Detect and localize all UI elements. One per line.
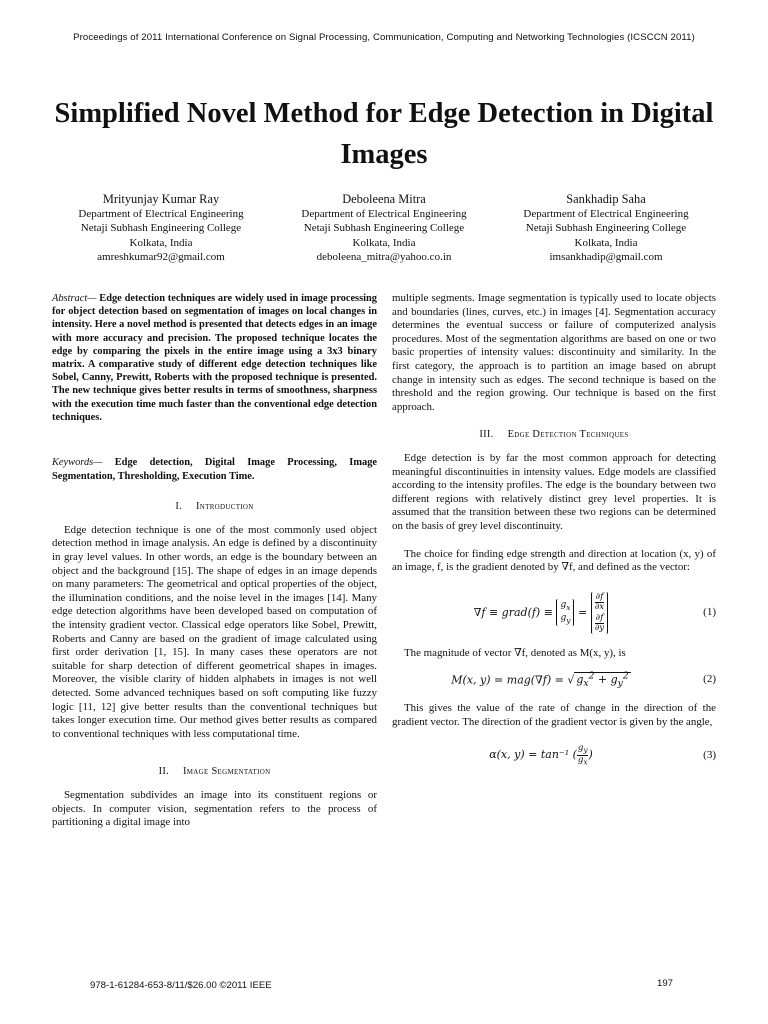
author-college: Netaji Subhash Engineering College (525, 222, 687, 235)
left-column (52, 292, 377, 830)
section-title: Edge Detection Techniques (507, 429, 629, 441)
abstract-lead: Abstract— (52, 293, 97, 304)
section-heading-introduction (52, 500, 377, 514)
right-column (392, 292, 716, 771)
author-department: Department of Electrical Engineering (523, 208, 689, 221)
author-email: deboleena_mitra@yahoo.co.in (316, 250, 452, 263)
paper-title: Simplified Novel Method for Edge Detection in Digital Images (54, 98, 714, 170)
equation-body: ∇f ≡ grad(f) ≡ $g_x$ $g_y$ = $\frac{\partial f}{\partial x}$ $\frac{\partial f}{\partial y}$ (392, 592, 690, 634)
author-college: Netaji Subhash Engineering College (303, 222, 465, 235)
author-block (46, 192, 276, 264)
section-title: Introduction (196, 501, 254, 513)
equation-lhs: α(x, y) = tan⁻¹ (489, 748, 570, 762)
keywords (52, 456, 377, 483)
author-department: Department of Electrical Engineering (301, 208, 467, 221)
equation-body: α(x, y) = tan⁻¹ ( $\frac{g_y}{g_x}$ ) (489, 743, 593, 767)
author-city: Kolkata, India (352, 236, 416, 249)
author-block (269, 192, 499, 264)
author-email: amreshkumar92@gmail.com (97, 250, 225, 263)
gradient-matrix: $g_x$ $g_y$ (556, 599, 574, 627)
equation-lhs: M(x, y) = mag(∇f) = (451, 673, 568, 687)
author-name: Sankhadip Saha (566, 192, 646, 206)
section-number: II. (158, 766, 169, 778)
partial-derivative-matrix: $\frac{\partial f}{\partial x}$ $\frac{\partial f}{\partial y}$ (591, 592, 609, 634)
equation-2 (392, 668, 716, 692)
author-name: Deboleena Mitra (342, 192, 426, 206)
equation-body (392, 670, 690, 691)
keywords-lead: Keywords— (52, 457, 103, 469)
section-heading-image-segmentation (52, 765, 377, 779)
section-number: I. (175, 501, 183, 513)
footer-isbn: 978-1-61284-653-8/11/$26.00 ©2011 IEEE (90, 980, 272, 991)
author-block (491, 192, 721, 264)
sqrt-argument: $g_x^2 + g_y^2$ (576, 670, 629, 690)
equation-number: (3) (703, 748, 716, 761)
edge-detection-paragraph: Edge detection is by far the most common approach for detecting meaningful discontinuities in intensity values. Edge models are classified according to the intensity profiles. The edge is the boundary between two different regions with relatively distinct grey level properties. It is assumed that the transition between these two regions can be determined on the basis of grey level discontinuity. (392, 451, 716, 532)
equation-lhs: ∇f ≡ grad(f) ≡ (473, 605, 557, 619)
author-email: imsankhadip@gmail.com (549, 250, 663, 263)
section-number: III. (479, 429, 494, 441)
equation-3 (392, 739, 716, 771)
section-heading-edge-detection (392, 428, 716, 442)
introduction-paragraph: Edge detection technique is one of the most commonly used object detection method in image analysis. An edge is defined by a discontinuity in gray level values. In other words, an edge is the boundary between an object and the background [15]. The shape of edges in an image depends on many parameters: The geometrical and optical properties of the object, the illumination conditions, and the noise level in the images [14]. Many edge detection algorithms have been developed based on computation of the intensity gradient vector. Classical edge operators like Sobel, Prewitt, Roberts and Canny are based on the gradient of image calculated using first order derivation [1, 15]. In many cases these operators are not suitable for sharp detection of different geometrical shapes in images. Moreover, the visible clarity of hidden alphabets in images is not well detected. Some advanced techniques based on soft computing like fuzzy logic [11, 12] give better results than the conventional techniques but takes longer execution time. Our method gives better results as compared to conventional techniques with less computational time. (52, 523, 377, 740)
author-city: Kolkata, India (574, 236, 638, 249)
sqrt-icon: √ (567, 673, 575, 687)
author-name: Mrityunjay Kumar Ray (102, 192, 220, 206)
abstract-text: Edge detection techniques are widely used in image processing for object detection based on segmentation of images on local changes in intensity. Here a novel method is presented that detects edges in an image with more accuracy and precision. The proposed technique locates the edge by comparing the pixels in the entire image using a 3x3 binary matrix. A comparative study of different edge detection techniques like Sobel, Canny, Prewitt, Roberts with the proposed technique is presented. The new technique gives better results in terms of smoothness, sharpness with the execution time much faster than the conventional edge detection techniques. (52, 293, 377, 423)
conference-header: Proceedings of 2011 International Conference on Signal Processing, Communication, Computing and Networking Technologies (ICSCCN 2011) (73, 32, 695, 43)
abstract (52, 292, 377, 424)
segmentation-paragraph-start: Segmentation subdivides an image into its constituent regions or objects. In computer vision, segmentation refers to the process of partitioning a digital image into (52, 788, 377, 829)
page-number: 197 (657, 978, 674, 989)
author-department: Department of Electrical Engineering (78, 208, 244, 221)
author-college: Netaji Subhash Engineering College (80, 222, 242, 235)
angle-paragraph: This gives the value of the rate of change in the direction of the gradient vector. The direction of the gradient vector is given by the angle, (392, 702, 716, 728)
section-title: Image Segmentation (182, 766, 271, 778)
gradient-paragraph: The choice for finding edge strength and direction at location (x, y) of an image, f, is the gradient denoted by ∇f, and defined as the vector: (392, 547, 716, 574)
segmentation-paragraph-continued: multiple segments. Image segmentation is typically used to locate objects and boundaries (lines, curves, etc.) in images [4]. Segmentation accuracy determines the eventual success or failure of computerized analysis procedures. Most of the segmentation algorithms are based on one or two basic properties of intensity values: discontinuity and similarity. In the first category, the approach is to partition an image based on abrupt change in intensity such as edges. The second technique is based on the threshold and the region growing. Our technique is based on the first approach. (392, 292, 716, 413)
magnitude-paragraph: The magnitude of vector ∇f, denoted as M(x, y), is (404, 646, 626, 659)
author-city: Kolkata, India (129, 236, 193, 249)
equation-number: (1) (703, 605, 716, 618)
keywords-text: Edge detection, Digital Image Processing, Image Segmentation, Thresholding, Execution Time. (52, 457, 377, 482)
equation-number: (2) (703, 673, 716, 686)
equation-1 (392, 587, 716, 639)
